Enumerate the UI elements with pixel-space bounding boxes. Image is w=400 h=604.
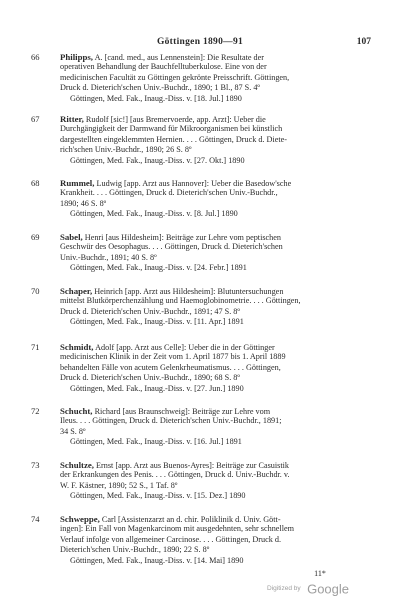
entry-line: Geschwür des Oesophagus. . . . Göttingen, Druck d. Dieterich'schen [60,242,283,252]
entry-body [60,342,388,394]
entry-number: 71 [31,342,40,352]
entry-line: Schaper, Heinrich [app. Arzt aus Hildesheim]: Blutuntersuchungen [60,286,284,296]
entry-line: Druck d. Dieterich'schen Univ.-Buchdr., 1891; 47 S. 8º [60,306,240,316]
entry-line: Rummel, Ludwig [app. Arzt aus Hannover]: Ueber die Basedow'sche [60,178,292,188]
entry-line: medicinischen Klinik in der Zeit vom 1. April 1877 bis 1. April 1889 [60,352,286,362]
signature-mark: 11* [314,569,326,578]
author-name: Sabel, [60,232,83,242]
author-name: Philipps, [60,52,94,62]
entry-source: Göttingen, Med. Fak., Inaug.-Diss. v. [11. Apr.] 1891 [70,317,244,327]
entry-source: Göttingen, Med. Fak., Inaug.-Diss. v. [27. Okt.] 1890 [70,155,245,165]
entry-line: operativen Behandlung der Bauchfelltuberkulose. Eine von der [60,62,267,72]
entry-number: 74 [31,514,40,524]
entry-line: Schweppe, Carl [Assistenzarzt an d. chir. Poliklinik d. Univ. Gött- [60,514,281,524]
entry-line: medicinischen Facultät zu Göttingen gekrönte Preisschrift. Göttingen, [60,72,290,82]
entry-body [60,406,388,448]
entry-line: rich'schen Univ.-Buchdr., 1890; 26 S. 8º [60,145,192,155]
entry-line: Dieterich'schen Univ.-Buchdr., 1890; 22 S. 8º [60,545,210,555]
entry-body [60,460,388,502]
entry-body [60,286,388,328]
entry-number: 67 [31,114,40,124]
entry-source: Göttingen, Med. Fak., Inaug.-Diss. v. [15. Dez.] 1890 [70,491,246,501]
entry-line: Verlauf infolge von allgemeiner Carcinose. . . . Göttingen, Druck d. [60,534,281,544]
entry-line: Krankheit. . . . Göttingen, Druck d. Dieterich'schen Univ.-Buchdr., [60,188,278,198]
author-name: Schmidt, [60,342,94,352]
entry-line: Druck d. Dieterich'schen Univ.-Buchdr., 1890; 1 Bl., 87 S. 4º [60,83,260,93]
watermark-prefix: Digitized by [267,585,301,593]
author-name: Schucht, [60,406,93,416]
entry-body [60,52,388,104]
entry-body [60,514,388,566]
entry-line: behandelten Fälle von acutem Gelenkrheumatismus. . . . Göttingen, [60,362,281,372]
entry-line: 34 S. 8º [60,426,86,436]
entry-line: Ileus. . . . Göttingen, Druck d. Dieterich'schen Univ.-Buchdr., 1891; [60,416,282,426]
author-name: Rummel, [60,178,95,188]
entry-source: Göttingen, Med. Fak., Inaug.-Diss. v. [27. Jun.] 1890 [70,383,244,393]
author-name: Schaper, [60,286,93,296]
entry-line: 1890; 46 S. 8º [60,198,107,208]
entry-line: der Erkrankungen des Penis. . . . Göttingen, Druck d. Univ.-Buchdr. v. [60,470,290,480]
entry-line: Schultze, Ernst [app. Arzt aus Buenos-Ayres]: Beiträge zur Casuistik [60,460,289,470]
digitization-watermark [267,580,349,598]
entry-source: Göttingen, Med. Fak., Inaug.-Diss. v. [18. Jul.] 1890 [70,93,242,103]
entry-line: W. F. Kästner, 1890; 52 S., 1 Taf. 8º [60,480,178,490]
entry-source: Göttingen, Med. Fak., Inaug.-Diss. v. [8. Jul.] 1890 [70,209,238,219]
entry-number: 70 [31,286,40,296]
running-header-title: Göttingen 1890—91 [156,37,244,47]
entry-line: Schmidt, Adolf [app. Arzt aus Celle]: Ueber die in der Göttinger [60,342,275,352]
entry-line: Durchgängigkeit der Darmwand für Mikroorganismen bei künstlich [60,124,283,134]
entry-number: 72 [31,406,40,416]
author-name: Ritter, [60,114,84,124]
entry-body [60,232,388,274]
entry-source: Göttingen, Med. Fak., Inaug.-Diss. v. [14. Mai] 1890 [70,555,244,565]
entry-number: 73 [31,460,40,470]
entry-line: Philipps, A. [cand. med., aus Lennenstein]: Die Resultate der [60,52,264,62]
watermark-brand: Google [307,581,349,597]
author-name: Schultze, [60,460,94,470]
entry-number: 69 [31,232,40,242]
entry-line: Druck d. Dieterich'schen Univ.-Buchdr., 1890; 68 S. 8º [60,373,240,383]
page-number: 107 [356,37,371,47]
entry-line: Sabel, Henri [aus Hildesheim]: Beiträge zur Lehre vom peptischen [60,232,281,242]
entry-number: 66 [31,52,40,62]
entry-line: Schucht, Richard [aus Braunschweig]: Beiträge zur Lehre vom [60,406,271,416]
entry-line: mittelst Blutkörperchenzählung und Haemoglobinometrie. . . . Göttingen, [60,296,301,306]
entry-line: Univ.-Buchdr., 1891; 40 S. 8º [60,252,157,262]
entry-line: ingen]: Ein Fall von Magenkarcinom mit ausgedehnten, sehr schnellem [60,524,294,534]
entry-body [60,114,388,166]
entry-line: dargestellten eingeklemmten Hernien. . . . Göttingen, Druck d. Diete- [60,134,287,144]
entry-line: Ritter, Rudolf [sic!] [aus Bremervoerde, app. Arzt]: Ueber die [60,114,266,124]
entry-number: 68 [31,178,40,188]
entry-body [60,178,388,220]
entry-source: Göttingen, Med. Fak., Inaug.-Diss. v. [24. Febr.] 1891 [70,263,247,273]
entry-source: Göttingen, Med. Fak., Inaug.-Diss. v. [16. Jul.] 1891 [70,437,242,447]
author-name: Schweppe, [60,514,100,524]
